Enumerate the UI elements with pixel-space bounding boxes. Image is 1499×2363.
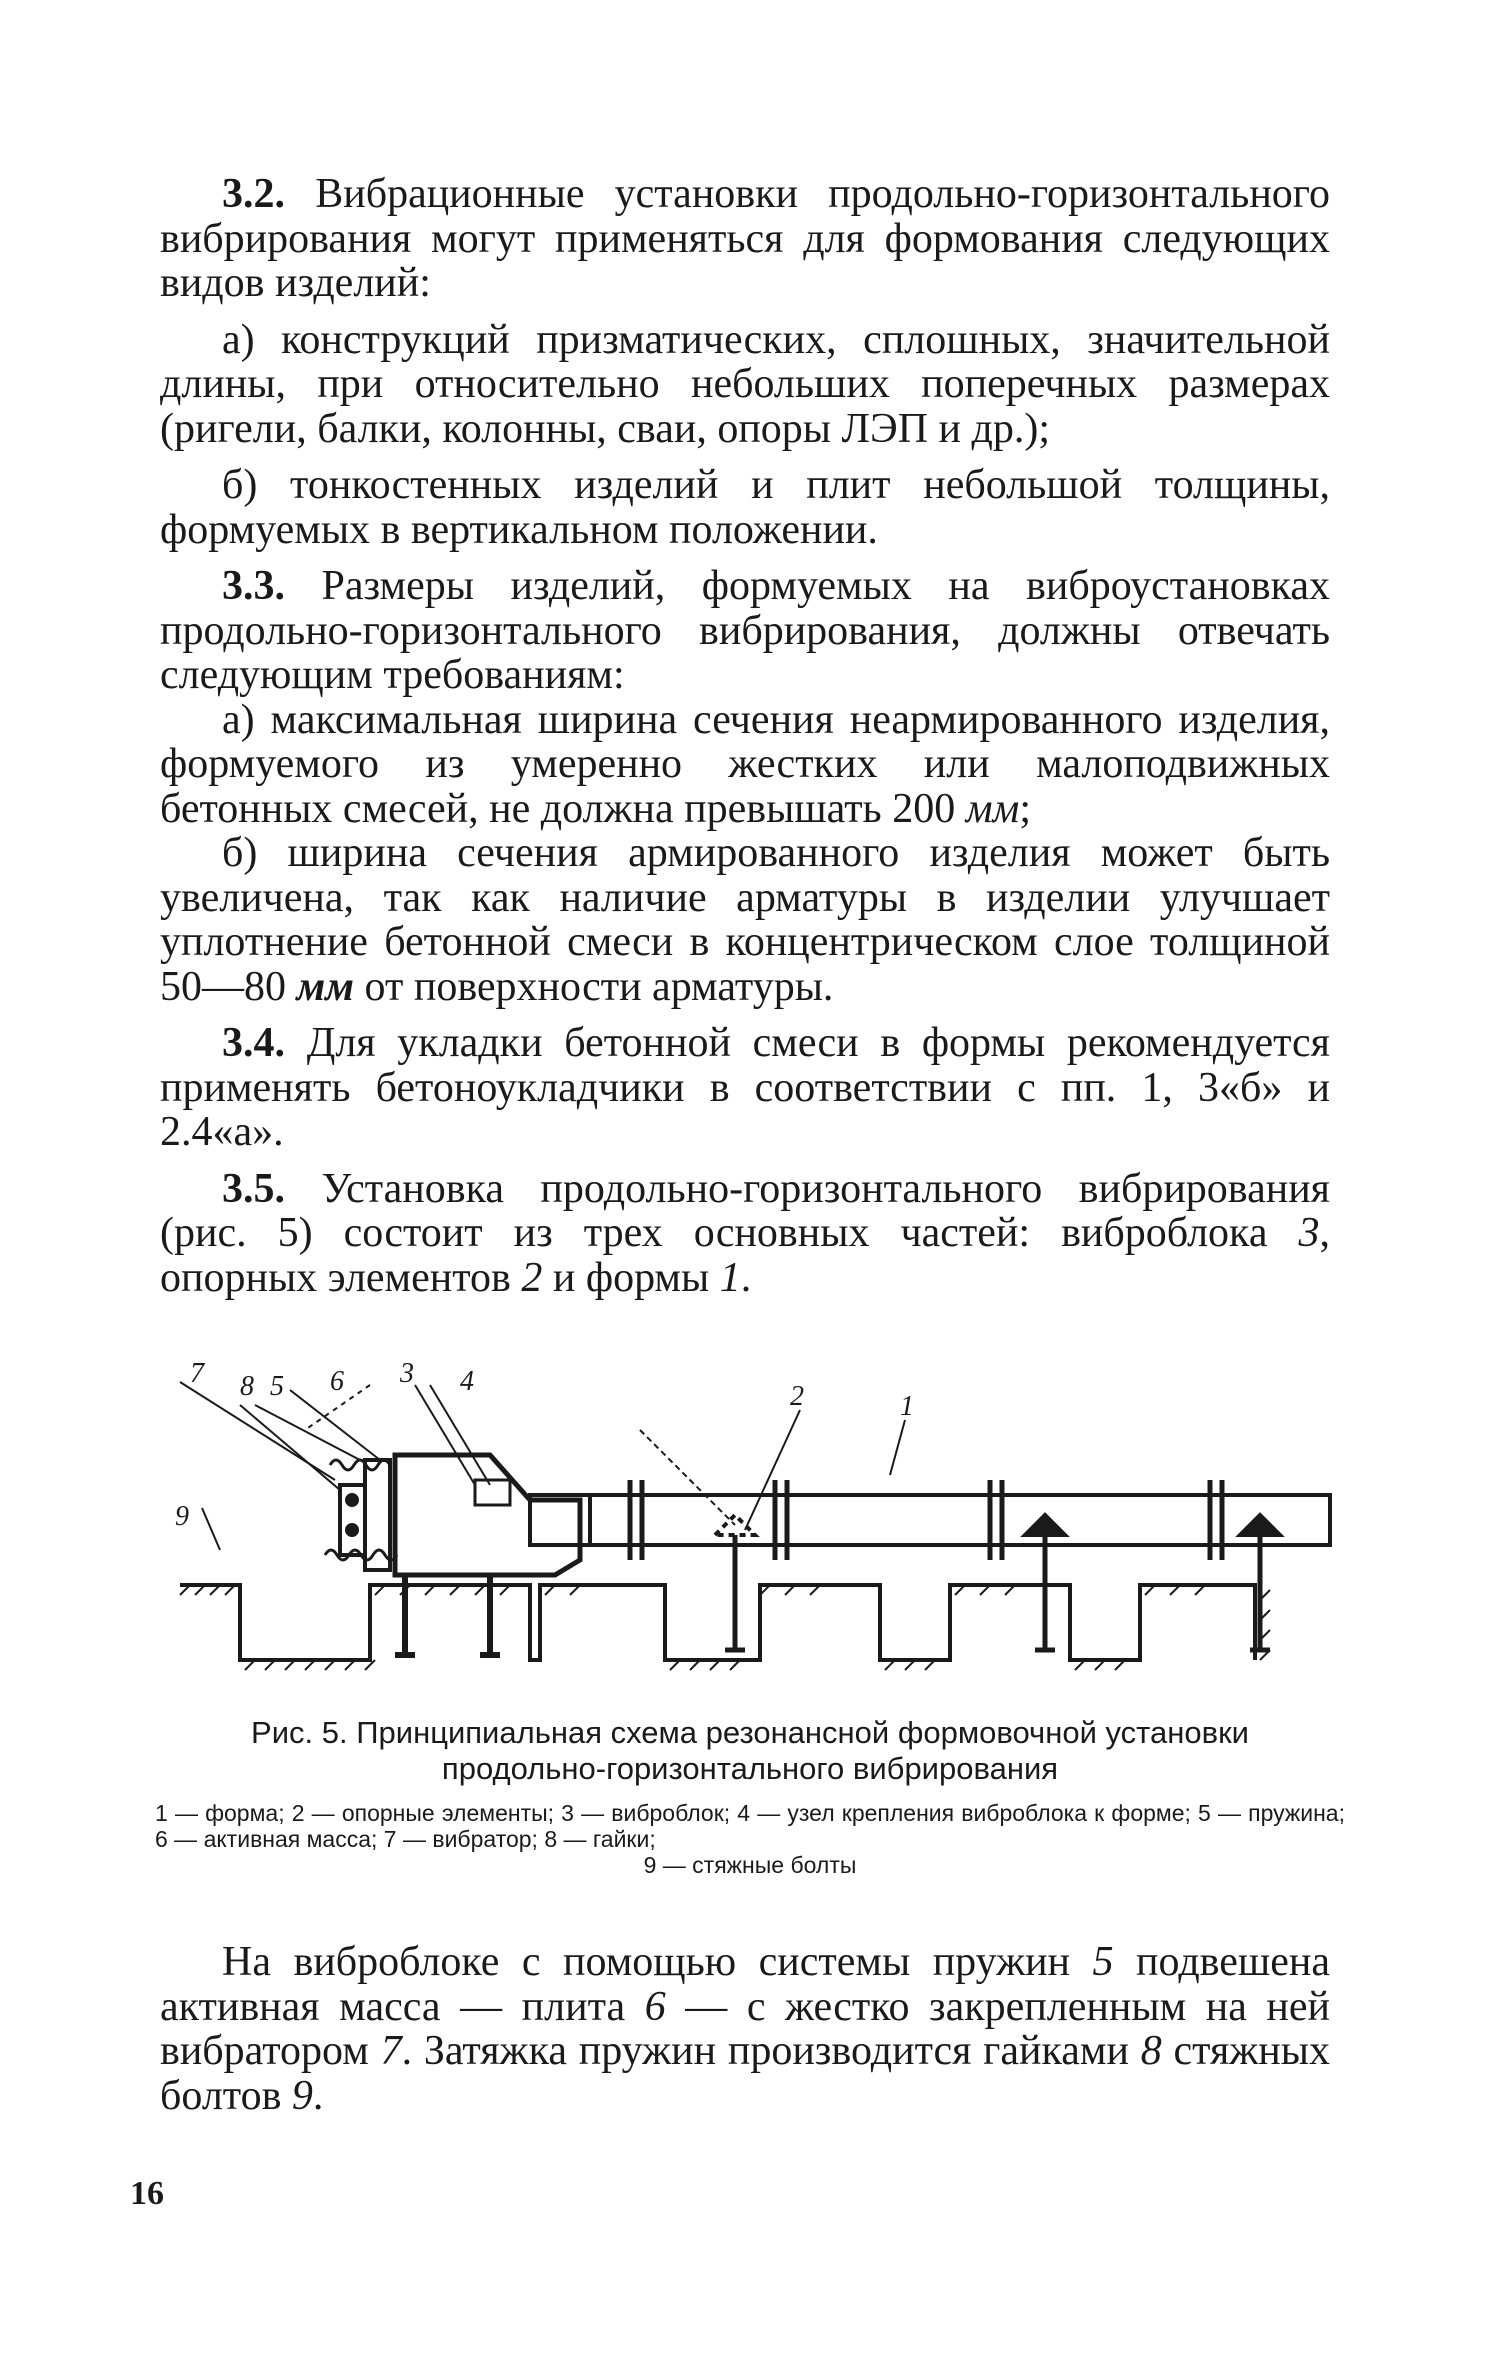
paragraph-text: . Затяжка пружин производится гайками: [401, 2028, 1129, 2074]
reference-number: 1: [719, 1254, 741, 1301]
vibroblock: [395, 1455, 580, 1575]
legend-text: 1 — форма; 2 — опорные элементы; 3 — виброблок; 4 — узел крепления виброблока к форме; 5 — пружина; 6 — активная масса; 7 — вибратор; 8 — гайки;: [155, 1800, 1345, 1852]
paragraph-text: На виброблоке с помощью системы пружин: [222, 1939, 1071, 1985]
figure-label-8: 8: [240, 1371, 254, 1402]
section-number: 3.2.: [222, 171, 285, 217]
reference-number: 3: [1298, 1210, 1320, 1256]
list-item-b: [160, 831, 1330, 1009]
section-3-2-to-3-5: [160, 172, 1330, 1300]
paragraph-text: Вибрационные установки продольно-горизонтального вибрирования могут применяться для формования следующих видов изделий:: [160, 171, 1330, 306]
figure-label-9: 9: [175, 1501, 189, 1532]
list-item-a: [160, 698, 1330, 832]
reference-number: 7: [380, 2028, 402, 2074]
springs: [325, 1460, 397, 1560]
list-item-text: б) тонкостенных изделий и плит небольшой толщины, формуемых в вертикальном положении.: [160, 462, 1330, 553]
paragraph-text: подвешена активная масса — плита: [160, 1939, 1331, 2030]
paragraph-text: стяжных болтов: [160, 2028, 1330, 2119]
punctuation: ;: [1019, 785, 1031, 832]
section-number: 3.4.: [222, 1020, 285, 1066]
unit: мм: [296, 963, 355, 1010]
unit: мм: [965, 785, 1020, 832]
list-item-a: [160, 318, 1330, 452]
paragraph-3-2: [160, 172, 1330, 306]
punctuation: .: [740, 1254, 752, 1301]
list-item-text: а) конструкций призматических, сплошных, значительной длины, при относительно небольших поперечных размерах (ригели, балки, колонны, сваи, опоры ЛЭП и др.);: [160, 316, 1330, 452]
flange-joints: [630, 1480, 1222, 1560]
figure-label-3: 3: [400, 1360, 414, 1389]
caption-line-1: Рис. 5. Принципиальная схема резонансной формовочной установки: [251, 1715, 1249, 1750]
figure-label-2: 2: [790, 1381, 804, 1412]
reference-number: 9: [291, 2072, 313, 2119]
section-number: 3.3.: [222, 563, 285, 609]
reference-number: 8: [1140, 2028, 1162, 2074]
paragraph-text: Для укладки бетонной смеси в формы рекомендуется применять бетоноукладчики в соответствии с пп. 1, 3«б» и 2.4«а».: [160, 1020, 1330, 1155]
paragraph-text: — с жестко закрепленным на ней вибратором: [160, 1983, 1331, 2074]
figure-5-diagram: [160, 1360, 1360, 1690]
punctuation: .: [312, 2072, 324, 2119]
paragraph-text: , опорных элементов: [160, 1210, 1331, 1301]
reference-number: 6: [644, 1983, 666, 2030]
paragraph-3-5: [160, 1167, 1330, 1301]
paragraph-text: Размеры изделий, формуемых на виброустановках продольно-горизонтального вибрирования, должны отвечать следующим требованиям:: [160, 563, 1330, 698]
paragraph-after-figure: [160, 1940, 1330, 2118]
paragraph-text: [160, 1940, 1330, 2118]
list-item-text: а) максимальная ширина сечения неармированного изделия, формуемого из умеренно жестких или малоподвижных бетонных смесей, не должна превышать 200: [160, 696, 1330, 832]
paragraph-text: Установка продольно-горизонтального вибрирования (рис. 5) состоит из трех основных частей: виброблока: [160, 1165, 1330, 1256]
reference-number: 2: [521, 1254, 543, 1301]
caption-line-2: продольно-горизонтального вибрирования: [441, 1751, 1059, 1786]
paragraph-text: и формы: [552, 1254, 710, 1301]
figure-legend: [155, 1800, 1345, 1878]
paragraph-3-3: [160, 564, 1330, 698]
figure-label-4: 4: [460, 1366, 474, 1397]
figure-label-1: 1: [900, 1391, 914, 1422]
list-item-b: [160, 463, 1330, 552]
figure-caption: [150, 1715, 1350, 1787]
figure-label-5: 5: [270, 1371, 284, 1402]
legend-last-line: 9 — стяжные болты: [643, 1852, 857, 1878]
list-item-text: б) ширина сечения армированного изделия может быть увеличена, так как наличие арматуры в изделии улучшает уплотнение бетонной смеси в концентрическом слое толщиной 50—80: [160, 830, 1330, 1010]
page-number: 16: [130, 2175, 164, 2212]
figure-label-7: 7: [190, 1360, 204, 1389]
reference-number: 5: [1092, 1939, 1114, 1985]
ground-line: [180, 1585, 1255, 1660]
figure-label-6: 6: [330, 1366, 344, 1397]
ground-hatching: [180, 1585, 1270, 1670]
section-number: 3.5.: [222, 1165, 285, 1212]
paragraph-3-4: [160, 1021, 1330, 1155]
list-item-text: от поверхности арматуры.: [364, 963, 834, 1010]
support-elements: [715, 1515, 1280, 1650]
